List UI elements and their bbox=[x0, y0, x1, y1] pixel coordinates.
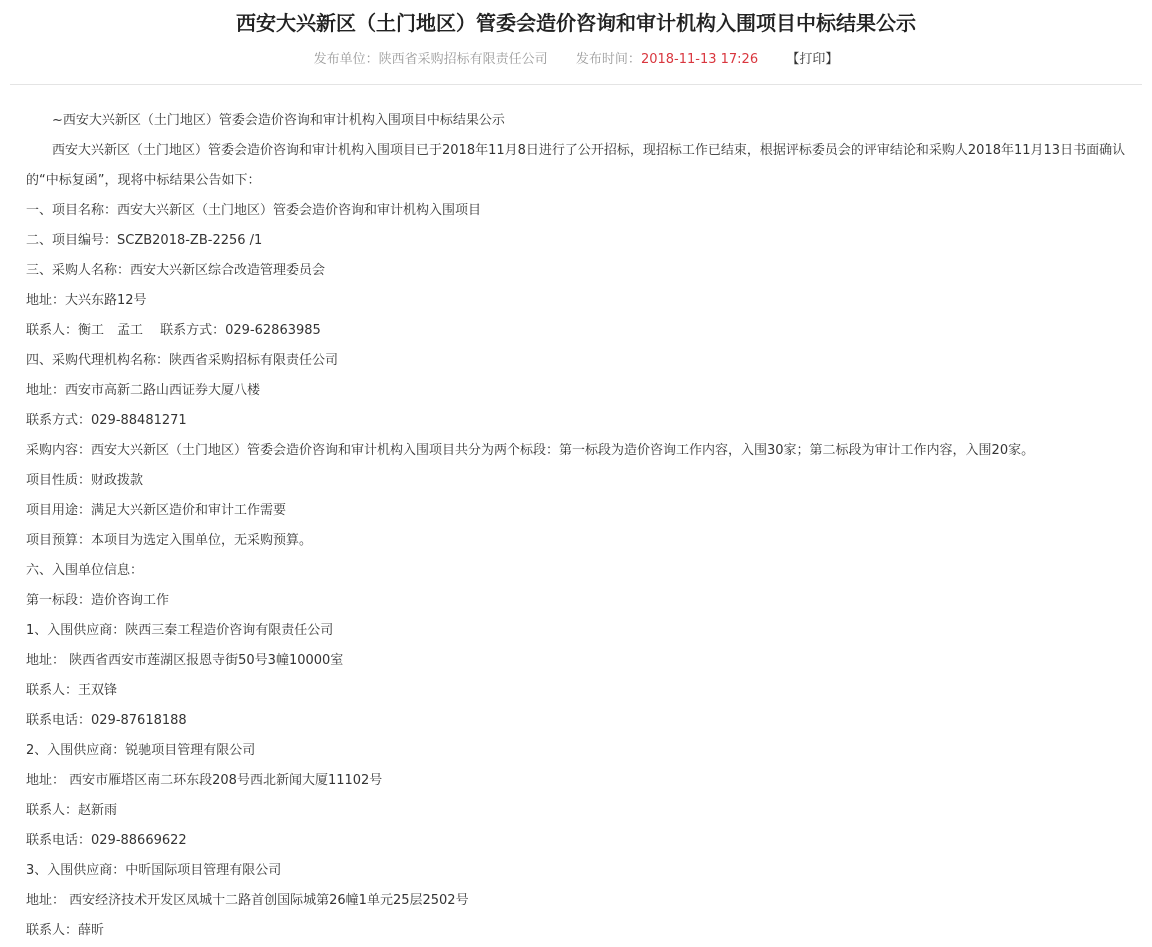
project-usage: 项目用途：满足大兴新区造价和审计工作需要 bbox=[26, 503, 287, 518]
paragraph-intro: ~西安大兴新区（土门地区）管委会造价咨询和审计机构入围项目中标结果公示 bbox=[52, 113, 505, 128]
article-title: 西安大兴新区（土门地区）管委会造价咨询和审计机构入围项目中标结果公示 bbox=[236, 11, 916, 35]
section-heading-suppliers: 六、入围单位信息： bbox=[26, 563, 144, 578]
supplier-3-name: 3、入围供应商：中昕国际项目管理有限公司 bbox=[26, 863, 282, 878]
agency-name: 四、采购代理机构名称：陕西省采购招标有限责任公司 bbox=[26, 353, 339, 368]
agency-address: 地址：西安市高新二路山西证券大厦八楼 bbox=[26, 383, 261, 398]
supplier-2-name: 2、入围供应商：锐驰项目管理有限公司 bbox=[26, 743, 256, 758]
article-body bbox=[0, 85, 1152, 946]
purchaser-name: 三、采购人名称：西安大兴新区综合改造管理委员会 bbox=[26, 263, 326, 278]
article-header bbox=[0, 0, 1152, 70]
supplier-1-address: 地址： 陕西省西安市莲湖区报恩寺街50号3幢10000室 bbox=[26, 653, 344, 668]
purchaser-contact: 联系人：衡工 孟工 联系方式：029-62863985 bbox=[26, 323, 321, 338]
supplier-2-phone: 联系电话：029-88669622 bbox=[26, 833, 187, 848]
supplier-1-name: 1、入围供应商：陕西三秦工程造价咨询有限责任公司 bbox=[26, 623, 334, 638]
supplier-2-contact: 联系人：赵新雨 bbox=[26, 803, 118, 818]
purchaser-address: 地址：大兴东路12号 bbox=[26, 293, 147, 308]
lot-one-heading: 第一标段：造价咨询工作 bbox=[26, 593, 170, 608]
agency-contact: 联系方式：029-88481271 bbox=[26, 413, 187, 428]
project-nature: 项目性质：财政拨款 bbox=[26, 473, 144, 488]
publish-time-label: 发布时间： bbox=[575, 52, 641, 67]
project-number: 二、项目编号：SCZB2018-ZB-2256 /1 bbox=[26, 233, 263, 248]
supplier-3-contact: 联系人：薛昕 bbox=[26, 923, 105, 938]
supplier-1-phone: 联系电话：029-87618188 bbox=[26, 713, 187, 728]
paragraph-announcement: 西安大兴新区（土门地区）管委会造价咨询和审计机构入围项目已于2018年11月8日进行了公开招标，现招标工作已结束，根据评标委员会的评审结论和采购人2018年11月13日书面确认的“中标复函”，现将中标结果公告如下： bbox=[26, 143, 1126, 188]
supplier-2-address: 地址： 西安市雁塔区南二环东段208号西北新闻大厦11102号 bbox=[26, 773, 383, 788]
print-button[interactable]: 【打印】 bbox=[786, 52, 839, 67]
project-budget: 项目预算：本项目为选定入围单位，无采购预算。 bbox=[26, 533, 313, 548]
publish-time-value: 2018-11-13 17:26 bbox=[640, 52, 759, 67]
supplier-3-address: 地址： 西安经济技术开发区凤城十二路首创国际城第26幢1单元25层2502号 bbox=[26, 893, 469, 908]
article-meta bbox=[0, 50, 1152, 70]
supplier-1-contact: 联系人：王双锋 bbox=[26, 683, 118, 698]
publisher-label: 发布单位： bbox=[313, 52, 379, 67]
publisher-value: 陕西省采购招标有限责任公司 bbox=[378, 52, 548, 67]
project-name: 一、项目名称：西安大兴新区（土门地区）管委会造价咨询和审计机构入围项目 bbox=[26, 203, 482, 218]
procurement-content: 采购内容：西安大兴新区（土门地区）管委会造价咨询和审计机构入围项目共分为两个标段：第一标段为造价咨询工作内容，入围30家；第二标段为审计工作内容，入围20家。 bbox=[26, 443, 1035, 458]
